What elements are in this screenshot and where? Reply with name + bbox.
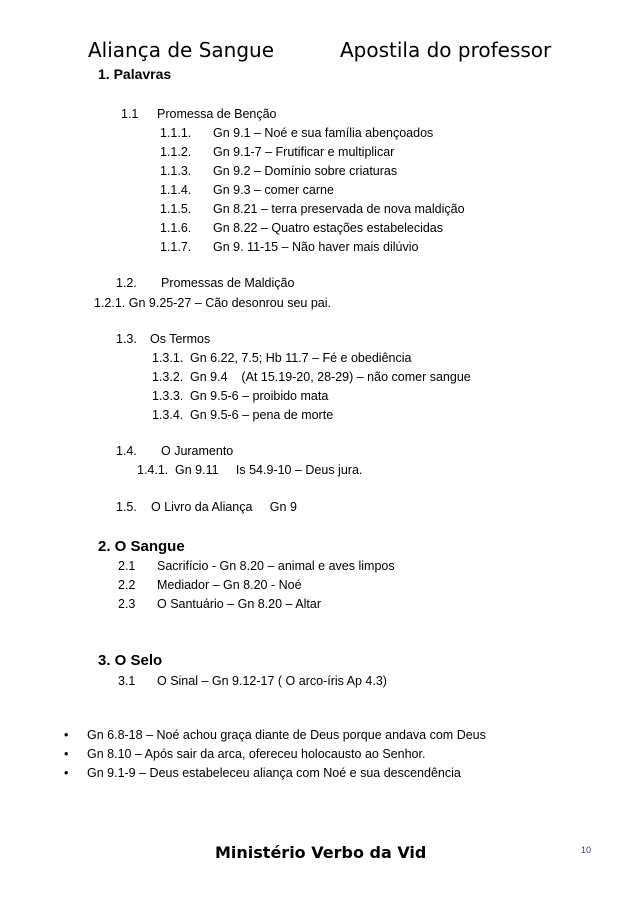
- item-text: O Sinal – Gn 9.12-17 ( O arco-íris Ap 4.3): [157, 674, 387, 688]
- item-number: 1.4.1.: [137, 463, 169, 477]
- item-text: Gn 8.22 – Quatro estações estabelecidas: [213, 221, 444, 235]
- item-text: Promessas de Maldição: [161, 276, 295, 290]
- item-number: 1.4.: [116, 444, 137, 458]
- footer-text: Ministério Verbo da Vid: [215, 843, 427, 862]
- item-number: 3.1: [118, 674, 136, 688]
- item-text: Gn 9.3 – comer carne: [213, 183, 334, 197]
- item-number: 1.1.5.: [160, 202, 192, 216]
- section-1-title: 1. Palavras: [98, 66, 172, 82]
- item-number: 1.5.: [116, 500, 137, 514]
- section-3-title: 3. O Selo: [98, 652, 163, 669]
- item-number: 1.1.4.: [160, 183, 192, 197]
- item-text: Gn 9.5-6 – proibido mata: [190, 389, 329, 403]
- page-number: 10: [581, 845, 592, 855]
- item-text: Sacrifício - Gn 8.20 – animal e aves limpos: [157, 559, 395, 573]
- item-number: 1.1.1.: [160, 126, 192, 140]
- item-number: 1.3.4.: [152, 408, 184, 422]
- item-text: O Santuário – Gn 8.20 – Altar: [157, 597, 321, 611]
- item-text: Gn 9.1-7 – Frutificar e multiplicar: [213, 145, 395, 159]
- section-2-title: 2. O Sangue: [98, 538, 185, 555]
- item-number: 1.1.6.: [160, 221, 192, 235]
- header-title-left: Aliança de Sangue: [88, 38, 274, 62]
- bullet-icon: •: [64, 747, 69, 761]
- item-text: Gn 6.22, 7.5; Hb 11.7 – Fé e obediência: [190, 351, 412, 365]
- item-number: 1.3.2.: [152, 370, 184, 384]
- header-title-right: Apostila do professor: [340, 38, 552, 62]
- item-text: Gn 8.21 – terra preservada de nova maldição: [213, 202, 465, 216]
- item-text: Gn 9.1 – Noé e sua família abençoados: [213, 126, 434, 140]
- item-number: 2.2: [118, 578, 136, 592]
- item-text: Gn 9.11 Is 54.9-10 – Deus jura.: [175, 463, 363, 477]
- item-number: 1.1: [121, 107, 139, 121]
- item-number: 1.3.1.: [152, 351, 184, 365]
- item-number: 2.3: [118, 597, 136, 611]
- item-number: 1.1.3.: [160, 164, 192, 178]
- item-text: O Juramento: [161, 444, 234, 458]
- item-text: Gn 9.4 (At 15.19-20, 28-29) – não comer sangue: [190, 370, 471, 384]
- bullet-text: Gn 8.10 – Após sair da arca, ofereceu holocausto ao Senhor.: [87, 747, 426, 761]
- item-text: Os Termos: [150, 332, 211, 346]
- item-text: Gn 9.2 – Domínio sobre criaturas: [213, 164, 398, 178]
- item-number: 1.3.3.: [152, 389, 184, 403]
- item-number: 1.3.: [116, 332, 137, 346]
- item-number: 1.2.: [116, 276, 137, 290]
- item-text: Gn 9.5-6 – pena de morte: [190, 408, 334, 422]
- item-text: Mediador – Gn 8.20 - Noé: [157, 578, 302, 592]
- bullet-icon: •: [64, 728, 69, 742]
- item-number: 1.1.7.: [160, 240, 192, 254]
- bullet-text: Gn 6.8-18 – Noé achou graça diante de Deus porque andava com Deus: [87, 728, 486, 742]
- item-1-2-1: 1.2.1. Gn 9.25-27 – Cão desonrou seu pai.: [94, 296, 331, 310]
- item-number: 1.1.2.: [160, 145, 192, 159]
- bullet-icon: •: [64, 766, 69, 780]
- item-text: O Livro da Aliança Gn 9: [151, 500, 297, 514]
- bullet-text: Gn 9.1-9 – Deus estabeleceu aliança com Noé e sua descendência: [87, 766, 461, 780]
- item-text: Gn 9. 11-15 – Não haver mais dilúvio: [213, 240, 419, 254]
- item-number: 2.1: [118, 559, 136, 573]
- item-text: Promessa de Benção: [157, 107, 277, 121]
